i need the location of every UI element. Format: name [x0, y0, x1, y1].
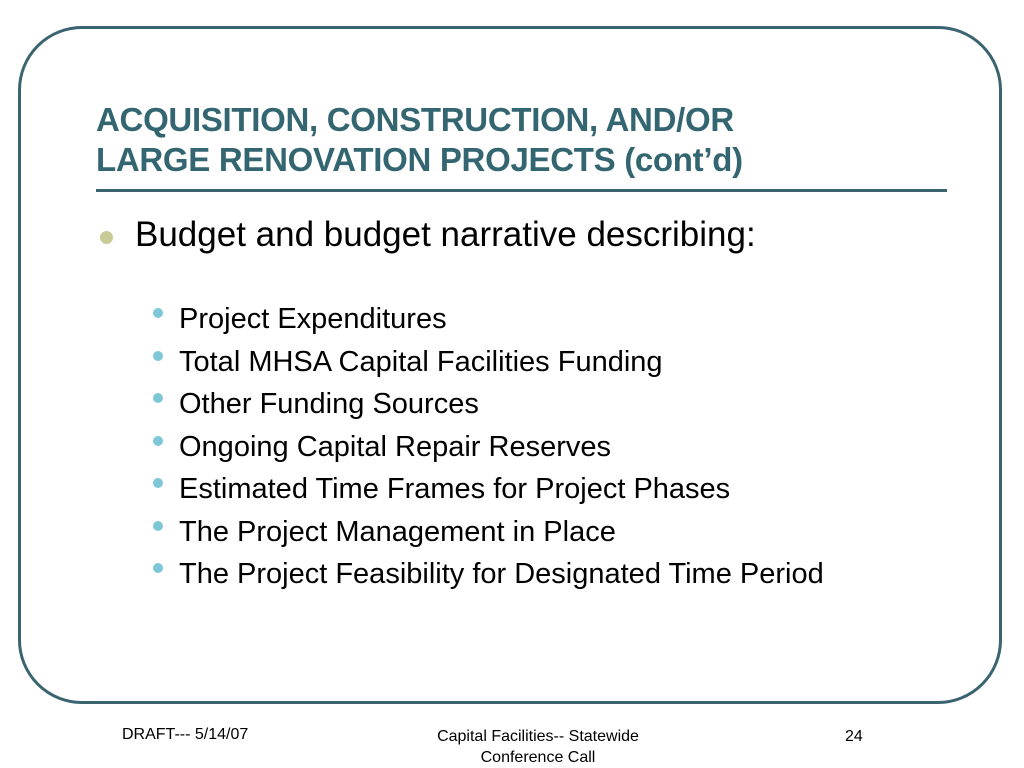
main-bullet-list	[96, 212, 956, 258]
sub-bullet-text: The Project Management in Place	[179, 515, 616, 548]
sub-bullet-text: Other Funding Sources	[179, 388, 479, 420]
footer-draft-date: DRAFT--- 5/14/07	[122, 726, 249, 743]
sub-bullet-item	[148, 431, 908, 463]
footer-title	[388, 726, 688, 768]
sub-bullet-item	[148, 303, 908, 335]
sub-bullet-item	[148, 473, 908, 505]
sub-bullet-item	[148, 388, 908, 420]
sub-bullet-text: The Project Feasibility for Designated Time Period	[179, 558, 824, 590]
sub-bullet-item	[148, 346, 908, 378]
bullet-dot-icon	[153, 478, 163, 488]
bullet-dot-icon	[153, 521, 163, 531]
sub-bullet-text: Ongoing Capital Repair Reserves	[179, 430, 611, 463]
bullet-dot-icon	[153, 351, 163, 361]
title-line-2: LARGE RENOVATION PROJECTS (cont’d)	[96, 141, 743, 178]
bullet-dot-icon	[153, 436, 163, 446]
sub-bullet-text: Total MHSA Capital Facilities Funding	[179, 345, 663, 378]
sub-bullet-item	[148, 558, 908, 590]
sub-bullet-text: Project Expenditures	[179, 303, 447, 335]
slide-title	[96, 100, 956, 180]
title-divider	[96, 189, 947, 192]
footer-title-line-2: Conference Call	[480, 749, 596, 766]
footer-title-line-1: Capital Facilities-- Statewide	[437, 728, 639, 745]
bullet-dot-icon	[153, 308, 163, 318]
bullet-dot-icon	[153, 393, 163, 403]
sub-bullet-text: Estimated Time Frames for Project Phases	[179, 473, 731, 505]
main-bullet-text: Budget and budget narrative describing:	[135, 215, 756, 254]
bullet-dot-icon	[153, 563, 163, 573]
bullet-dot-icon	[100, 231, 113, 244]
sub-bullet-list	[148, 303, 908, 601]
sub-bullet-item	[148, 516, 908, 548]
title-line-1: ACQUISITION, CONSTRUCTION, AND/OR	[96, 101, 734, 138]
page-number: 24	[845, 728, 863, 745]
main-bullet-item	[96, 212, 956, 258]
